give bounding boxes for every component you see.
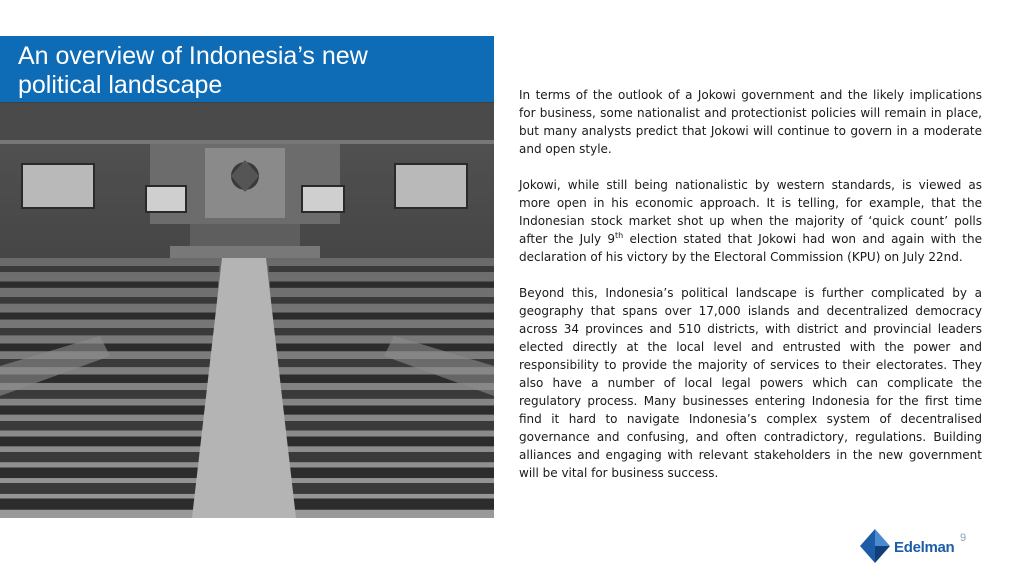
desk-row-right (284, 499, 494, 510)
slide-title-line-1: An overview of Indonesia’s new (18, 42, 368, 70)
desk-row-left (0, 297, 217, 304)
paragraph-outlook: In terms of the outlook of a Jokowi government and the likely implications for business, some nationalist and protectionist policies will remain in place, but many analysts predict that Jokowi will continue to govern in a moderate and open style. (519, 88, 982, 156)
paragraph-political-landscape: Beyond this, Indonesia’s political landscape is further complicated by a geography that spans over 17,000 islands and decentralized democracy across 34 provinces and 510 districts, with district and provincial leaders elected directly at the local level and entrusted with the power and responsibility to provide the majority of services to their electorates. They also have a number of local legal powers which can complicate the regulatory process. Many businesses entering Indonesia for the first time find it hard to navigate Indonesia’s complex system of decentralised governance and confusing, and often contradictory, regulations. Building alliances and engaging with relevant stakeholders in the new government will be vital for business success. (519, 286, 982, 480)
desk-row-right (283, 483, 494, 494)
desk-row-right (271, 297, 494, 304)
desk-row-right (273, 328, 494, 335)
desk-row-right (281, 452, 494, 462)
edelman-logo-text: Edelman (894, 539, 955, 556)
desk-row-left (0, 328, 215, 335)
paragraph-economic-approach (519, 176, 982, 266)
desk-row-right (269, 266, 494, 272)
edelman-logo-icon (858, 526, 892, 566)
desk-row-right (272, 313, 494, 320)
desk-row-right (270, 282, 494, 288)
desk-row-left (0, 282, 218, 288)
body-text (519, 86, 982, 500)
desk-row-left (0, 437, 208, 447)
desk-row-left (0, 499, 204, 510)
desk-row-left (0, 421, 209, 431)
desk-row-left (0, 406, 210, 415)
ordinal-suffix: th (615, 231, 624, 240)
desk-row-right (278, 406, 494, 415)
edelman-logo (858, 526, 958, 566)
desk-row-right (280, 437, 494, 447)
desk-row-right (282, 468, 494, 479)
parliament-photo-illustration (0, 36, 494, 518)
paragraph-economic-approach-part1: Jokowi, while still being nationalistic by western standards, is viewed as more open in his economic approach. It is telling, for example, that the Indonesian stock market shot up when the majority of ‘quick count’ polls after the July 9 (519, 178, 982, 246)
desk-row-left (0, 452, 207, 462)
parliament-photo (0, 36, 494, 518)
title-bar (0, 36, 494, 102)
desk-row-left (0, 313, 216, 320)
page-number: 9 (960, 532, 967, 544)
slide-title-line-2: political landscape (18, 71, 223, 99)
desk-row-left (0, 390, 211, 399)
desk-row-right (279, 421, 494, 431)
desk-row-right (274, 344, 494, 352)
desk-row-left (0, 483, 205, 494)
paragraph-economic-approach-part2: election stated that Jokowi had won and again with the declaration of his victory by the Electoral Commission (KPU) on July 22nd. (519, 232, 982, 264)
desk-row-left (0, 266, 219, 272)
desk-row-left (0, 468, 206, 479)
desk-row-right (277, 390, 494, 399)
